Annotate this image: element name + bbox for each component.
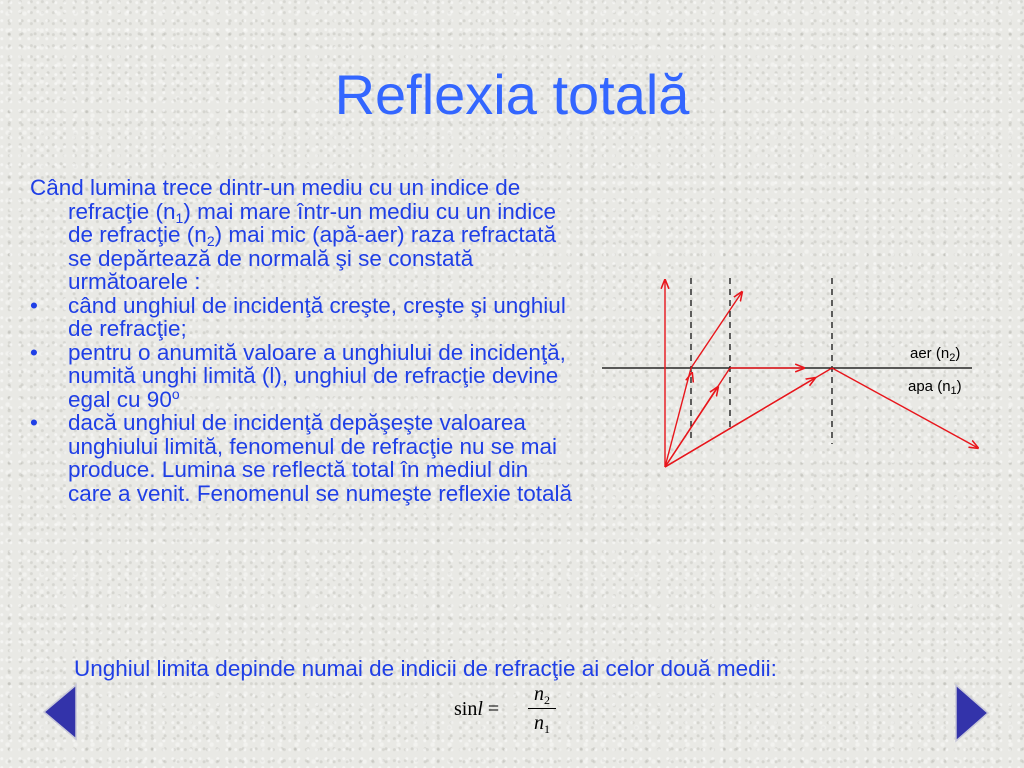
triangle-left-icon xyxy=(44,685,76,739)
bullet-icon: • xyxy=(30,339,38,365)
slide-title: Reflexia totală xyxy=(334,63,690,126)
bullet-icon: • xyxy=(30,410,38,435)
bullet-icon: • xyxy=(30,292,38,318)
ray-arrow-3 xyxy=(665,378,815,467)
limit-angle-note: Unghiul limita depinde numai de indicii de refracţie ai celor două medii: xyxy=(74,656,777,681)
bullet-item: • dacă unghiul de incidenţă depăşeşte valoarea unghiului limită, fenomenul de refracţie nu se mai produce. Lumina se reflectă total în mediul din care a venit. Fenomenul se numeşte reflexie totală xyxy=(30,410,573,506)
bullet-item: • când unghiul de incidenţă creşte, creşte şi unghiul de refracţie; xyxy=(30,292,566,341)
fraction: $n_2$ $n_1$ xyxy=(528,682,556,735)
refracted-ray-1 xyxy=(691,292,742,368)
bullet-item: • pentru o anumită valoare a unghiului de incidenţă, numită unghi limită (l), unghiul de refracţie devine egal cu 90$^o$ xyxy=(30,339,566,412)
prev-slide-button[interactable] xyxy=(42,683,78,741)
triangle-right-icon xyxy=(956,685,988,741)
air-label: aer $(n_2)$ xyxy=(910,345,961,364)
next-slide-button[interactable] xyxy=(954,683,990,743)
water-label: apa $(n_1)$ xyxy=(908,378,962,397)
intro-paragraph: Când lumina trece dintr-un mediu cu un indice de refracţie $(n_1)$ mai mare într-un mediu cu un indice de refracţie $(n_2)$ mai mic (apă-aer) raza refractată se depărtează de normală şi se constată următoarele : xyxy=(30,175,556,294)
